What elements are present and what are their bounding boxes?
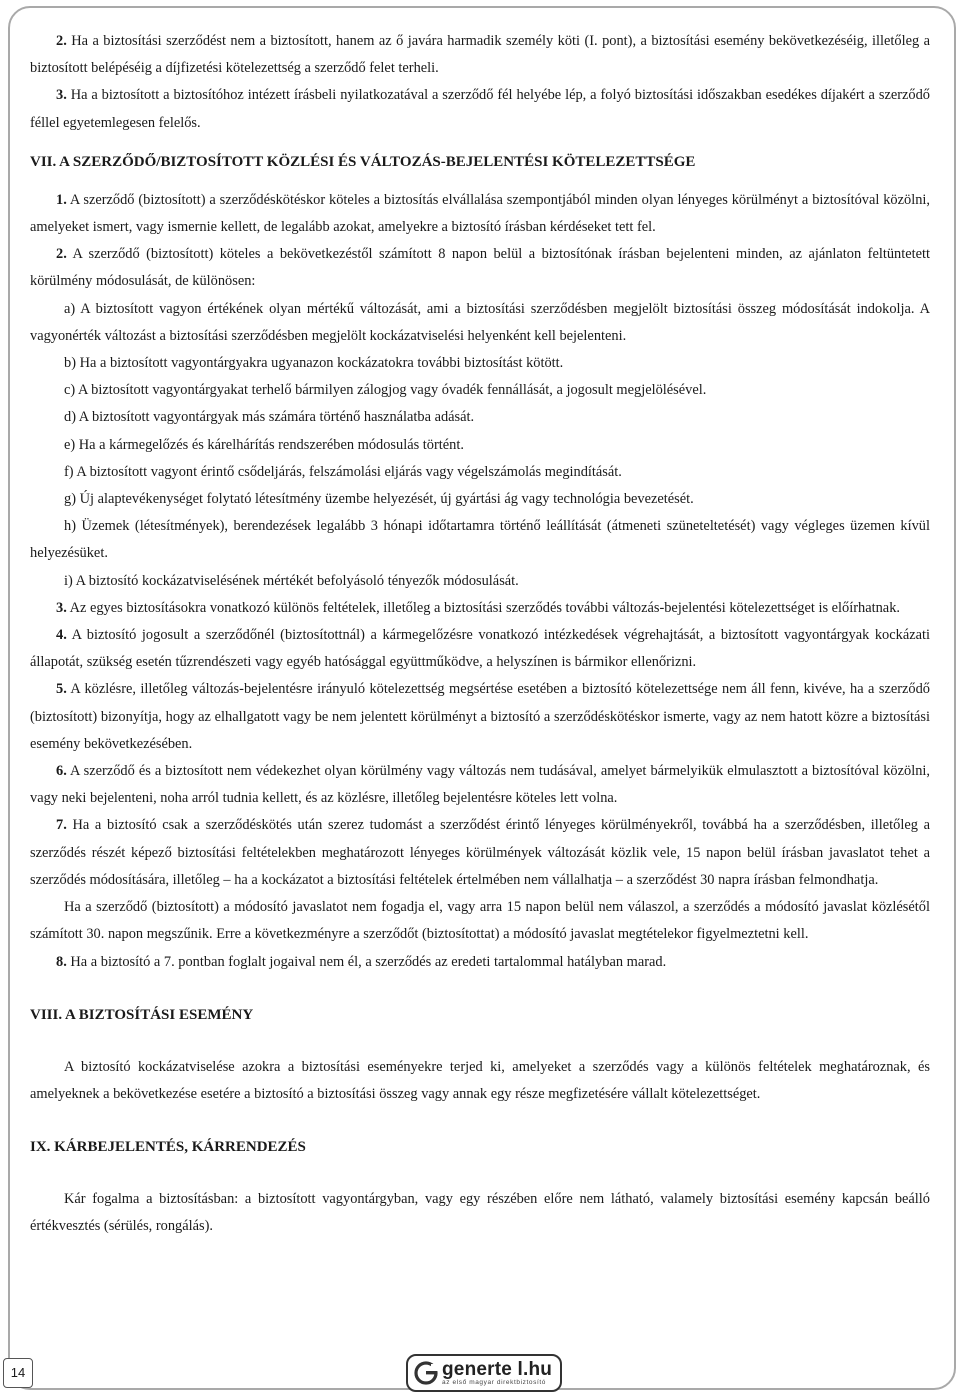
point-number: 6. (56, 763, 67, 780)
point-text: A közlésre, illetőleg változás-bejelentésre irányuló kötelezettség megsértése esetében a biztosító kötelezettsége nem áll fenn, kivéve, ha a szerződő (biztosított) bizonyítja, hogy az elhallgatott vagy be nem jelentett körülményt a biztosító a szerződéskötéskor ismerte, vagy az nem hatott közre a biztosítási esemény bekövetkezésében. (30, 681, 930, 752)
list-item: i) A biztosító kockázatviselésének mértékét befolyásoló tényezők módosulását. (64, 572, 519, 589)
page-number: 14 (3, 1358, 33, 1388)
list-item: b) Ha a biztosított vagyontárgyakra ugyanazon kockázatokra további biztosítást kötött. (64, 355, 564, 372)
section-vii-point-7 (30, 812, 930, 894)
logo-g-icon (414, 1361, 438, 1385)
list-item: d) A biztosított vagyontárgyak más számára történő használatba adását. (64, 409, 475, 426)
point-text: Ha a biztosító a 7. pontban foglalt jogaival nem él, a szerződés az eredeti tartalommal hatályban marad. (66, 953, 667, 970)
section-vii-point-4 (30, 622, 930, 676)
paragraph-number: 3. (56, 87, 67, 104)
point-text: A szerződő (biztosított) a szerződéskötéskor köteles a biztosítás elvállalása szempontjából minden olyan lényeges körülményt a biztosítóval közölni, amelyeket ismert, vagy ismernie kellett, de legalább azokat, amelyekre a biztosító írásban kérdéseket tett fel. (30, 191, 930, 236)
section-vii-point-1 (30, 187, 930, 241)
section-ix-title: IX. KÁRBEJELENTÉS, KÁRRENDEZÉS (30, 1139, 306, 1156)
section-vii-title: VII. A SZERZŐDŐ/BIZTOSÍTOTT KÖZLÉSI ÉS VÁLTOZÁS-BEJELENTÉSI KÖTELEZETTSÉGE (30, 153, 696, 170)
section-vii-point-3 (30, 595, 930, 622)
document-body (30, 28, 930, 1241)
section-vii-point-8 (30, 949, 930, 976)
point-number: 8. (56, 953, 67, 970)
point-text: A szerződő (biztosított) köteles a bekövetkezéstől számított 8 napon belül a biztosítónak írásban bejelenteni minden, az ajánlaton feltüntetett körülmény módosulását, de különösen: (30, 246, 930, 290)
point-text: A biztosító jogosult a szerződőnél (biztosítottnál) a kármegelőzésre vonatkozó intézkedések végrehajtását, a biztosított vagyontárgyak kockázati állapotát, szükség esetén tűzrendészeti vagy egyéb hatósággal együttműködve, a helyszínen is bármikor ellenőrizni. (30, 627, 930, 671)
paragraph-2 (30, 28, 930, 82)
section-vii-point-2 (30, 241, 930, 295)
paragraph-number: 2. (56, 33, 67, 49)
point-number: 7. (56, 817, 67, 834)
point-text: Az egyes biztosításokra vonatkozó különös feltételek, illetőleg a biztosítási szerződés további változás-bejelentési kötelezettséget is előírhatnak. (66, 599, 900, 616)
list-item: e) Ha a kármegelőzés és kárelhárítás rendszerében módosulás történt. (64, 436, 464, 453)
section-vii-point-6 (30, 758, 930, 812)
point-text: Ha a biztosító csak a szerződéskötés után szerez tudomást a szerződést érintő lényeges körülményekről, továbbá ha a szerződésben, illetőleg a szerződés részét képező biztosítási feltételekben meghatározott lényeges körülmények változását közlik vele, 15 napon belül írásban javaslatot tehet a szerződés módosítására, illetőleg – ha a kockázatot a biztosítási feltételek értelmében nem vállalhatja – a szerződést 30 napra írásban felmondhatja. (30, 817, 930, 888)
list-item: g) Új alaptevékenységet folytató létesítmény üzembe helyezését, új gyártási ág vagy technológia bevezetését. (64, 491, 694, 508)
logo-tagline: az első magyar direktbiztosító (442, 1378, 546, 1386)
point-number: 5. (56, 681, 67, 698)
list-item: f) A biztosított vagyont érintő csődeljárás, felszámolási eljárás vagy végelszámolás megindítását. (64, 463, 622, 480)
point-number: 4. (56, 627, 67, 644)
point-number: 1. (56, 191, 67, 208)
paragraph-3 (30, 82, 930, 136)
list-item: c) A biztosított vagyontárgyakat terhelő bármilyen zálogjog vagy óvadék fennállását, a jogosult megjelölésével. (64, 382, 707, 399)
logo-name: generte l.hu (442, 1358, 553, 1380)
list-item: h) Üzemek (létesítmények), berendezések legalább 3 hónapi időtartamra történő leállítását (átmeneti szüneteltetését) vagy végleges üzemen kívül helyezésüket. (30, 518, 930, 562)
paragraph-text: Ha a biztosítási szerződést nem a biztosított, hanem az ő javára harmadik személy köti (I. pont), a biztosítási esemény bekövetkezéséig, illetőleg a biztosított belépéséig a díjfizetési kötelezettség a szerződő felet terheli. (30, 33, 930, 77)
section-viii-title: VIII. A BIZTOSÍTÁSI ESEMÉNY (30, 1006, 254, 1023)
point-number: 2. (56, 246, 67, 263)
point-text: A szerződő és a biztosított nem védekezhet olyan körülmény vagy változás nem tudásával, amelyet bármelyikük elmulasztott a biztosítóval közölni, vagy neki bejelenteni, noha arról tudnia kellett, és az közlésre, illetőleg bejelentésre köteles lett volna. (30, 763, 930, 807)
section-vii-point-5 (30, 676, 930, 758)
list-item: a) A biztosított vagyon értékének olyan mértékű változását, ami a biztosítási szerződésben megjelölt biztosítási összeg módosítását indokolja. A vagyonérték változást a biztosítási szerződésben megjelölt kockázatviselési helyenként kell bejelenteni. (30, 300, 930, 344)
section-ix-text: Kár fogalma a biztosításban: a biztosított vagyontárgyban, vagy egy részében előre nem látható, valamely biztosítási esemény kapcsán beálló értékvesztés (sérülés, rongálás). (30, 1191, 930, 1235)
section-vii-point-7-continuation: Ha a szerződő (biztosított) a módosító javaslatot nem fogadja el, vagy arra 15 napon belül nem válaszol, a szerződés a módosító javaslat közlésétől számított 30. napon megszűnik. Erre a következményre a szerződőt (biztosítottat) a módosító javaslat megtételekor figyelmeztetni kell. (30, 899, 930, 943)
generali-logo (406, 1354, 562, 1392)
section-viii-text: A biztosító kockázatviselése azokra a biztosítási eseményekre terjed ki, amelyeket a szerződés vagy a különös feltételek meghatároznak, és amelyeknek a bekövetkezése esetére a biztosító a biztosítási összeg vagy annak egy része megfizetésére vállalt kötelezettséget. (30, 1058, 930, 1102)
paragraph-text: Ha a biztosított a biztosítóhoz intézett írásbeli nyilatkozatával a szerződő fél helyébe lép, a folyó biztosítási időszakban esedékes díjakért a szerződő féllel egyetemlegesen felelős. (30, 87, 930, 131)
point-number: 3. (56, 599, 67, 616)
